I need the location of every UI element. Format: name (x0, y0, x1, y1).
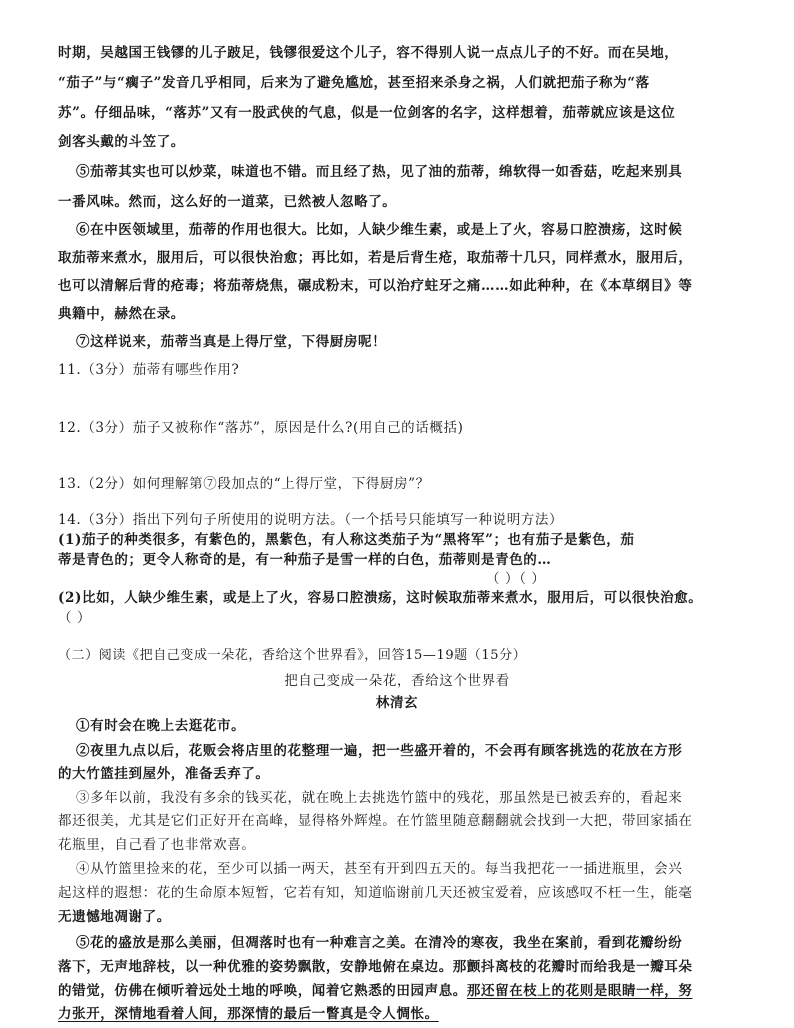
paragraph-line: 剑客头戴的斗笠了。 (58, 134, 185, 150)
paragraph-3-line: 都还很美，尤其是它们正好开在高峰，显得格外辉煌。在竹篮里随意翻翻就会找到一大把，带回家插在 (58, 813, 693, 829)
underlined-sentence: 力张开，深情地看着人间，那深情的最后一瞥真是令人惆怅。 (58, 1006, 439, 1022)
paragraph-6-line: ⑥在中医领域里，茄蒂的作用也很大。比如，人缺少维生素，或是上了火，容易口腔溃疡，这时候 (76, 222, 683, 238)
paragraph-6-line: 典籍中，赫然在录。 (58, 306, 185, 322)
paragraph-6-line: 也可以清解后背的疮毒；将茄蒂烧焦，碾成粉末，可以治疗蛀牙之痛……如此种种，在《本草纲目》等 (58, 278, 693, 294)
paragraph-5b-line: 落下，无声地辞枝，以一种优雅的姿势飘散，安静地俯在桌边。那颤抖离枝的花瓣时而给我是一瓣耳朵 (58, 959, 693, 975)
paragraph-5-line: ⑤茄蒂其实也可以炒菜，味道也不错。而且经了热，见了油的茄蒂，绵软得一如香菇，吃起来别具 (76, 164, 683, 180)
paragraph-line: 时期，吴越国王钱镠的儿子跛足，钱镠很爱这个儿子，容不得别人说一点点儿子的不好。而在吴地， (58, 45, 679, 61)
section-heading: （二）阅读《把自己变成一朵花，香给这个世界看》，回答15—19题（15分） (58, 648, 527, 663)
article-title: 把自己变成一朵花，香给这个世界看 (284, 673, 510, 689)
paragraph-1-line: ①有时会在晚上去逛花市。 (76, 718, 246, 734)
paragraph-line: 苏”。仔细品味，“落苏”又有一股武侠的气息，似是一位剑客的名字，这样想着，茄蒂就应该是这位 (58, 105, 676, 121)
question-12: 12.（3分）茄子又被称作“落苏”，原因是什么?(用自己的话概括) (58, 420, 464, 436)
paragraph-4-line: 无遗憾地凋谢了。 (58, 909, 171, 925)
answer-bracket: （ ） (58, 610, 92, 626)
question-14-item-1: (1)茄子的种类很多，有紫色的，黑紫色，有人称这类茄子为“黑将军”；也有茄子是紫色，茄 (58, 532, 635, 548)
question-14: 14.（3分）指出下列句子所使用的说明方法。（一个括号只能填写一种说明方法） (58, 512, 564, 528)
paragraph-line: “茄子”与“瘸子”发音几乎相同，后来为了避免尴尬，甚至招来杀身之祸，人们就把茄子称为“落 (58, 75, 650, 91)
paragraph-7-line: ⑦这样说来，茄蒂当真是上得厅堂，下得厨房呢！ (76, 334, 387, 350)
question-14-item-2: (2)比如，人缺少维生素，或是上了火，容易口腔溃疡，这时候取茄蒂来煮水，服用后，可以很快治愈。 (58, 590, 703, 606)
paragraph-2-line: 的大竹篮挂到屋外，准备丢弃了。 (58, 766, 270, 782)
paragraph-4-line: ④从竹篮里捡来的花，至少可以插一两天，甚至有开到四五天的。每当我把花一一插进瓶里，会兴 (76, 861, 683, 877)
paragraph-5b-line (58, 982, 693, 1000)
question-11: 11.（3分）茄蒂有哪些作用? (58, 362, 240, 378)
question-14-item-1: 蒂是青色的；更令人称奇的是，有一种茄子是雪一样的白色，茄蒂则是青色的… (58, 552, 552, 568)
paragraph-4-line: 起这样的遐想：花的生命原本短暂，它若有知，知道临谢前几天还被宝爱着，应该感叹不枉一生，能毫 (58, 885, 693, 901)
underlined-sentence: 那还留在枝上的花则是眼睛一样，努 (466, 983, 693, 999)
paragraph-5b-line: ⑤花的盛放是那么美丽，但凋落时也有一种难言之美。在清冷的寒夜，我坐在案前，看到花瓣纷纷 (76, 935, 683, 951)
paragraph-2-line: ②夜里九点以后，花贩会将店里的花整理一遍，把一些盛开着的，不会再有顾客挑选的花放在方形 (76, 743, 683, 759)
answer-brackets: （ ）（ ） (486, 571, 546, 587)
paragraph-5-line: 一番风味。然而，这么好的一道菜，已然被人忽略了。 (58, 194, 397, 210)
paragraph-3-line: 花瓶里，自己看了也非常欢喜。 (58, 837, 256, 853)
paragraph-5b-text: 的错觉，仿佛在倾听着远处土地的呼唤，闻着它熟悉的田园声息。 (58, 983, 467, 999)
article-author: 林清玄 (375, 695, 419, 711)
question-13: 13.（2分）如何理解第⑦段加点的“上得厅堂，下得厨房”？ (58, 476, 430, 492)
paragraph-6-line: 取茄蒂来煮水，服用后，可以很快治愈；再比如，若是后背生疮，取茄蒂十几只，同样煮水，服用后， (58, 250, 693, 266)
paragraph-3-line: ③多年以前，我没有多余的钱买花，就在晚上去挑选竹篮中的残花，那虽然是已被丢弃的，看起来 (76, 790, 683, 806)
